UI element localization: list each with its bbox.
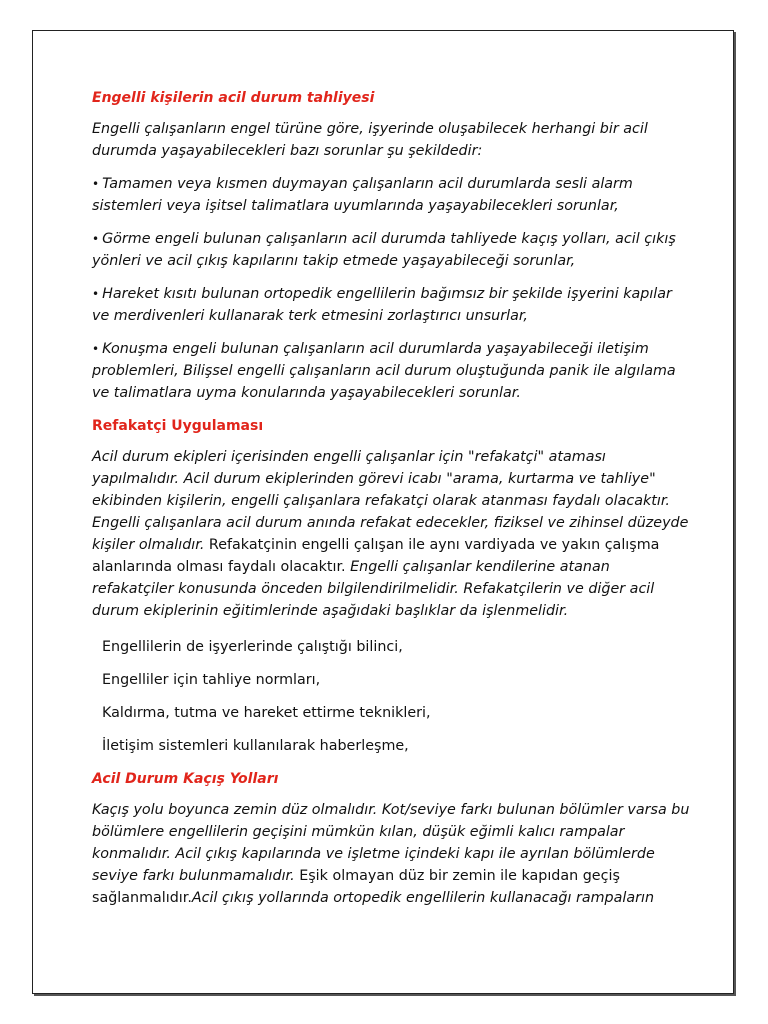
escape-routes-paragraph bbox=[92, 799, 692, 909]
section-heading-escape-routes: Acil Durum Kaçış Yolları bbox=[92, 771, 279, 787]
companion-text-part1: Acil durum ekipleri içerisinden engelli çalışanlar için "refakatçi" ataması yapılmalıdır. Acil durum ekiplerinden görevi icabı "arama, kurtarma ve tahliye" ekibinden kişilerin, engelli çalışanlara refakatçi olarak atanması faydalı olacaktır. Engelli çalışanlara acil durum anında refakat edecekler, fiziksel ve zihinsel düzeyde kişiler olmalıdır. bbox=[92, 449, 689, 553]
bullet-text: Görme engeli bulunan çalışanların acil durumda tahliyede kaçış yolları, acil çıkış yönleri ve acil çıkış kapılarını takip etmede yaşayabileceği sorunlar, bbox=[92, 231, 676, 269]
bullet-item-hearing bbox=[92, 173, 692, 217]
bullet-dot-icon: • bbox=[92, 232, 100, 246]
bullet-text: Hareket kısıtı bulunan ortopedik engellilerin bağımsız bir şekilde işyerini kapılar ve merdivenleri kullanarak terk etmesini zorlaştırıcı unsurlar, bbox=[92, 286, 672, 324]
escape-text-part3: Acil çıkış yollarında ortopedik engellilerin kullanacağı rampaların bbox=[191, 890, 655, 906]
bullet-dot-icon: • bbox=[92, 342, 100, 356]
bullet-text: Tamamen veya kısmen duymayan çalışanların acil durumlarda sesli alarm sistemleri veya işitsel talimatlara uyumlarında yaşayabilecekleri sorunlar, bbox=[92, 176, 633, 214]
topic-item: Kaldırma, tutma ve hareket ettirme teknikleri, bbox=[102, 705, 431, 721]
escape-text-part2: Eşik olmayan düz bir zemin ile kapıdan geçiş sağlanmalıdır. bbox=[92, 868, 620, 906]
bullet-text: Konuşma engeli bulunan çalışanların acil durumlarda yaşayabileceği iletişim problemleri, Bilişsel engelli çalışanların acil durum oluştuğunda panik ile algılama ve talimatlara uyma konularında yaşayabilecekleri sorunlar. bbox=[92, 341, 676, 401]
document-content bbox=[92, 87, 692, 920]
topic-item: İletişim sistemleri kullanılarak haberleşme, bbox=[102, 738, 409, 754]
document-page bbox=[32, 30, 734, 994]
companion-paragraph bbox=[92, 446, 692, 622]
section-heading-evacuation: Engelli kişilerin acil durum tahliyesi bbox=[92, 90, 375, 106]
topic-item: Engellilerin de işyerlerinde çalıştığı bilinci, bbox=[102, 639, 403, 655]
bullet-dot-icon: • bbox=[92, 177, 100, 191]
section-heading-companion: Refakatçi Uygulaması bbox=[92, 418, 264, 434]
bullet-item-speech bbox=[92, 338, 692, 404]
topic-item: Engelliler için tahliye normları, bbox=[102, 672, 321, 688]
intro-paragraph: Engelli çalışanların engel türüne göre, işyerinde oluşabilecek herhangi bir acil durumda yaşayabilecekleri bazı sorunlar şu şekildedir: bbox=[92, 121, 648, 159]
bullet-item-mobility bbox=[92, 283, 692, 327]
companion-text-part3: Engelli çalışanlar kendilerine atanan refakatçiler konusunda önceden bilgilendirilmelidir. Refakatçilerin ve diğer acil durum ekiplerinin eğitimlerinde aşağıdaki başlıklar da işlenmelidir. bbox=[92, 559, 655, 619]
bullet-dot-icon: • bbox=[92, 287, 100, 301]
escape-text-part1: Kaçış yolu boyunca zemin düz olmalıdır. Kot/seviye farkı bulunan bölümler varsa bu bölümlere engellilerin geçişini mümkün kılan, düşük eğimli kalıcı rampalar konmalıdır. Acil çıkış kapılarında ve işletme içindeki kapı ile ayrılan bölümlerde seviye farkı bulunmamalıdır. bbox=[92, 802, 690, 884]
companion-text-part2: Refakatçinin engelli çalışan ile aynı vardiyada ve yakın çalışma alanlarında olması faydalı olacaktır. bbox=[92, 537, 660, 575]
bullet-item-vision bbox=[92, 228, 692, 272]
